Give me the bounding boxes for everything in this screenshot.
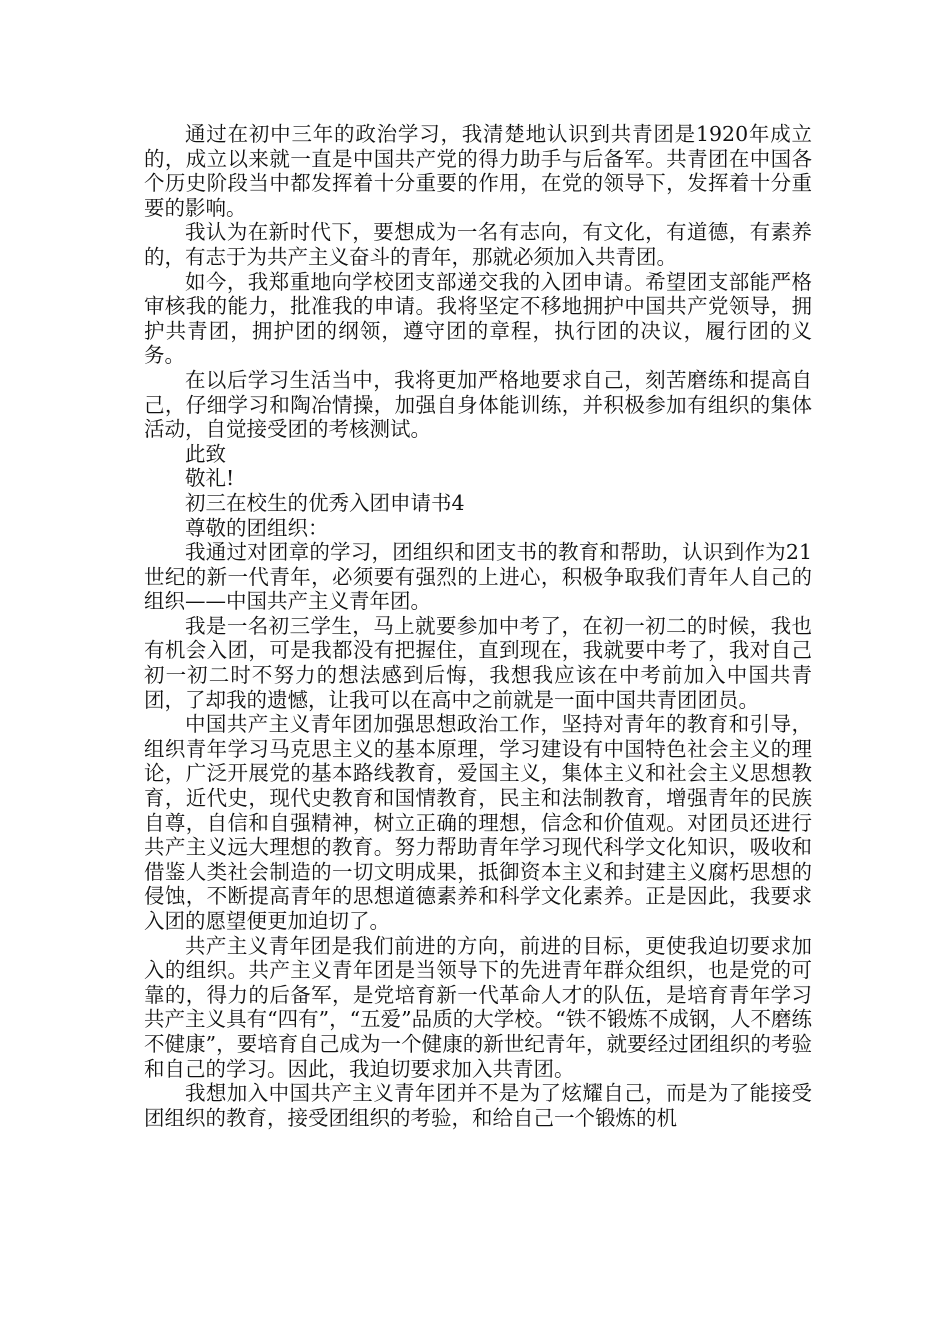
paragraph-junior-three: 我是一名初三学生，马上就要参加中考了，在初一初二的时候，我也有机会入团，可是我都没有把握住，直到现在，我就要中考了，我对自己初一初二时不努力的想法感到后悔，我想我应该在中考前加入中国共青团，了却我的遗憾，让我可以在高中之前就是一面中国共青团团员。 (144, 613, 812, 712)
paragraph-reason-joining: 我想加入中国共产主义青年团并不是为了炫耀自己，而是为了能接受团组织的教育，接受团组织的考验，和给自己一个锻炼的机 (144, 1081, 812, 1130)
closing-salutation: 此致 (185, 441, 226, 466)
paragraph-future-study: 在以后学习生活当中，我将更加严格地要求自己，刻苦磨练和提高自己，仔细学习和陶冶情操，加强自身体能训练，并积极参加有组织的集体活动，自觉接受团的考核测试。 (144, 367, 812, 442)
document-page (144, 122, 812, 1130)
paragraph-submit-application: 如今，我郑重地向学校团支部递交我的入团申请。希望团支部能严格审核我的能力，批准我的申请。我将坚定不移地拥护中国共产党领导，拥护共青团，拥护团的纲领，遵守团的章程，执行团的决议，履行团的义务。 (144, 269, 812, 368)
paragraph-new-era: 我认为在新时代下，要想成为一名有志向，有文化，有道德，有素养的，有志于为共产主义奋斗的青年，那就必须加入共青团。 (144, 220, 812, 269)
paragraph-league-work: 中国共产主义青年团加强思想政治工作，坚持对青年的教育和引导，组织青年学习马克思主义的基本原理，学习建设有中国特色社会主义的理论，广泛开展党的基本路线教育，爱国主义，集体主义和社会主义思想教育，近代史，现代史教育和国情教育，民主和法制教育，增强青年的民族自尊，自信和自强精神，树立正确的理想，信念和价值观。对团员还进行共产主义远大理想的教育。努力帮助青年学习现代科学文化知识，吸收和借鉴人类社会制造的一切文明成果，抵御资本主义和封建主义腐朽思想的侵蚀，不断提高青年的思想道德素养和科学文化素养。正是因此，我要求入团的愿望便更加迫切了。 (144, 712, 812, 933)
section-heading: 初三在校生的优秀入团申请书4 (185, 490, 465, 515)
paragraph-political-study: 通过在初中三年的政治学习，我清楚地认识到共青团是1920年成立的，成立以来就一直是中国共产党的得力助手与后备军。共青团在中国各个历史阶段当中都发挥着十分重要的作用，在党的领导下，发挥着十分重要的影响。 (144, 122, 812, 220)
closing-regards: 敬礼! (185, 466, 235, 491)
paragraph-charter-study: 我通过对团章的学习，团组织和团支书的教育和帮助，认识到作为21世纪的新一代青年，必须要有强烈的上进心，积极争取我们青年人自己的组织——中国共产主义青年团。 (144, 540, 812, 614)
greeting: 尊敬的团组织： (185, 515, 329, 540)
paragraph-league-direction: 共产主义青年团是我们前进的方向，前进的目标，更使我迫切要求加入的组织。共产主义青年团是当领导下的先进青年群众组织，也是党的可靠的，得力的后备军，是党培育新一代革命人才的队伍，是培育青年学习共产主义具有“四有”，“五爱”品质的大学校。“铁不锻炼不成钢，人不磨练不健康”，要培育自己成为一个健康的新世纪青年，就要经过团组织的考验和自己的学习。因此，我迫切要求加入共青团。 (144, 933, 812, 1081)
